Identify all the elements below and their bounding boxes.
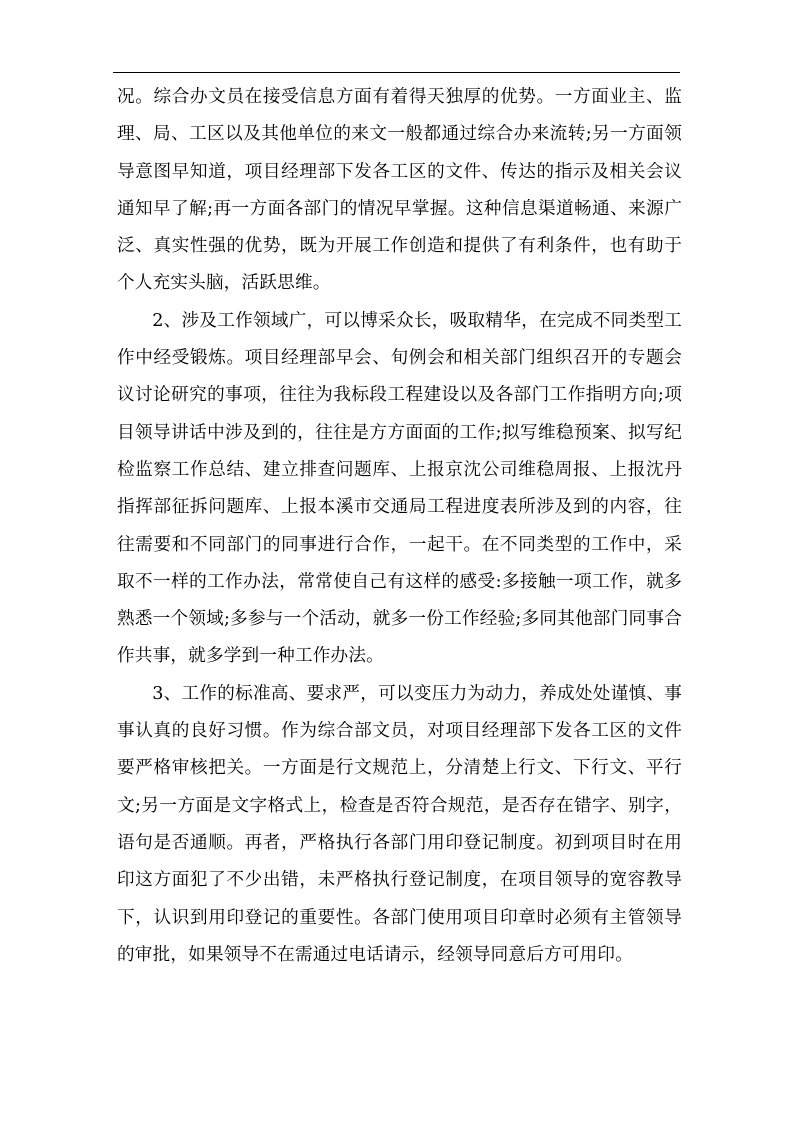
paragraph-1: 况。综合办文员在接受信息方面有着得天独厚的优势。一方面业主、监理、局、工区以及其他单位的来文一般都通过综合办来流转;另一方面领导意图早知道，项目经理部下发各工区的文件、传达的指示及相关会议通知早了解;再一方面各部门的情况早掌握。这种信息渠道畅通、来源广泛、真实性强的优势，既为开展工作创造和提供了有利条件，也有助于个人充实头脑，活跃思维。 [117, 87, 682, 294]
header-rule [113, 72, 680, 73]
document-body [117, 79, 682, 974]
paragraph-2: 2、涉及工作领域广，可以博采众长，吸取精华，在完成不同类型工作中经受锻炼。项目经理部早会、旬例会和相关部门组织召开的专题会议讨论研究的事项，往往为我标段工程建设以及各部门工作指明方向;项目领导讲话中涉及到的，往往是方方面面的工作;拟写维稳预案、拟写纪检监察工作总结、建立排查问题库、上报京沈公司维稳周报、上报沈丹指挥部征拆问题库、上报本溪市交通局工程进度表所涉及到的内容，往往需要和不同部门的同事进行合作，一起干。在不同类型的工作中，采取不一样的工作办法，常常使自己有这样的感受:多接触一项工作，就多熟悉一个领域;多参与一个活动，就多一份工作经验;多同其他部门同事合作共事，就多学到一种工作办法。 [117, 310, 682, 667]
paragraph-3: 3、工作的标准高、要求严，可以变压力为动力，养成处处谨慎、事事认真的良好习惯。作为综合部文员，对项目经理部下发各工区的文件要严格审核把关。一方面是行文规范上，分清楚上行文、下行文、平行文;另一方面是文字格式上，检查是否符合规范，是否存在错字、别字，语句是否通顺。再者，严格执行各部门用印登记制度。初到项目时在用印这方面犯了不少出错，未严格执行登记制度，在项目领导的宽容教导下，认识到用印登记的重要性。各部门使用项目印章时必须有主管领导的审批，如果领导不在需通过电话请示，经领导同意后方可用印。 [117, 683, 682, 965]
